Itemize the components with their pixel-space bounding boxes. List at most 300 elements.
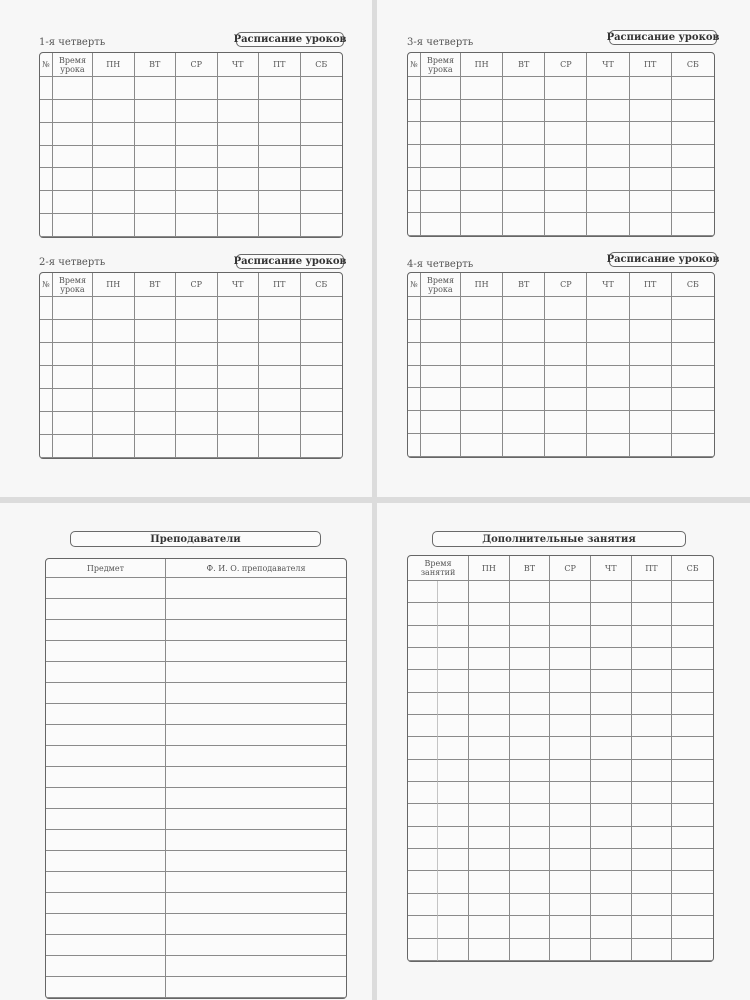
table-cell[interactable] (408, 411, 421, 434)
subject-cell[interactable] (46, 977, 166, 998)
table-cell[interactable] (259, 389, 301, 412)
table-cell[interactable] (176, 191, 218, 214)
table-cell[interactable] (469, 626, 510, 648)
table-cell[interactable] (461, 366, 503, 389)
table-cell[interactable] (469, 715, 510, 737)
table-cell[interactable] (591, 894, 632, 916)
table-cell[interactable] (632, 782, 673, 804)
table-cell[interactable] (632, 626, 673, 648)
table-cell[interactable] (587, 100, 629, 123)
table-cell[interactable] (545, 122, 587, 145)
table-cell[interactable] (503, 145, 545, 168)
table-cell[interactable] (421, 213, 461, 236)
table-cell[interactable] (40, 412, 53, 435)
teacher-name-cell[interactable] (166, 851, 346, 872)
table-cell[interactable] (545, 145, 587, 168)
table-cell[interactable] (587, 320, 629, 343)
table-cell[interactable] (587, 343, 629, 366)
table-cell[interactable] (408, 434, 421, 457)
table-cell[interactable] (421, 434, 461, 457)
table-cell[interactable] (135, 320, 177, 343)
teacher-name-cell[interactable] (166, 683, 346, 704)
table-cell[interactable] (93, 412, 135, 435)
table-cell[interactable] (510, 849, 551, 871)
subject-cell[interactable] (46, 956, 166, 977)
table-cell[interactable] (503, 434, 545, 457)
time-start-cell[interactable] (408, 804, 438, 826)
table-cell[interactable] (408, 297, 421, 320)
table-cell[interactable] (301, 343, 343, 366)
table-cell[interactable] (461, 297, 503, 320)
table-cell[interactable] (40, 77, 53, 100)
table-cell[interactable] (53, 100, 93, 123)
table-cell[interactable] (93, 343, 135, 366)
table-cell[interactable] (53, 191, 93, 214)
table-cell[interactable] (218, 435, 260, 458)
table-cell[interactable] (510, 626, 551, 648)
table-cell[interactable] (672, 168, 714, 191)
time-start-cell[interactable] (408, 581, 438, 603)
subject-cell[interactable] (46, 683, 166, 704)
table-cell[interactable] (591, 648, 632, 670)
table-cell[interactable] (503, 343, 545, 366)
table-cell[interactable] (630, 343, 672, 366)
time-end-cell[interactable] (438, 782, 469, 804)
table-cell[interactable] (587, 366, 629, 389)
table-cell[interactable] (503, 122, 545, 145)
table-cell[interactable] (259, 168, 301, 191)
table-cell[interactable] (632, 760, 673, 782)
table-cell[interactable] (421, 297, 461, 320)
time-start-cell[interactable] (408, 916, 438, 938)
table-cell[interactable] (40, 435, 53, 458)
table-cell[interactable] (550, 715, 591, 737)
table-cell[interactable] (510, 939, 551, 962)
table-cell[interactable] (301, 146, 343, 169)
table-cell[interactable] (461, 191, 503, 214)
table-cell[interactable] (672, 693, 713, 715)
table-cell[interactable] (259, 297, 301, 320)
table-cell[interactable] (545, 320, 587, 343)
table-cell[interactable] (408, 388, 421, 411)
table-cell[interactable] (510, 871, 551, 893)
table-cell[interactable] (53, 168, 93, 191)
table-cell[interactable] (301, 77, 343, 100)
table-cell[interactable] (672, 849, 713, 871)
table-cell[interactable] (550, 693, 591, 715)
table-cell[interactable] (550, 871, 591, 893)
table-cell[interactable] (421, 77, 461, 100)
table-cell[interactable] (176, 100, 218, 123)
teacher-name-cell[interactable] (166, 893, 346, 914)
table-cell[interactable] (632, 581, 673, 603)
table-cell[interactable] (550, 648, 591, 670)
table-cell[interactable] (301, 435, 343, 458)
teacher-name-cell[interactable] (166, 935, 346, 956)
teacher-name-cell[interactable] (166, 872, 346, 893)
table-cell[interactable] (469, 581, 510, 603)
teacher-name-cell[interactable] (166, 662, 346, 683)
table-cell[interactable] (40, 214, 53, 237)
table-cell[interactable] (587, 388, 629, 411)
table-cell[interactable] (408, 366, 421, 389)
table-cell[interactable] (53, 366, 93, 389)
time-end-cell[interactable] (438, 894, 469, 916)
table-cell[interactable] (550, 670, 591, 692)
table-cell[interactable] (259, 412, 301, 435)
table-cell[interactable] (672, 916, 713, 938)
table-cell[interactable] (469, 804, 510, 826)
table-cell[interactable] (93, 146, 135, 169)
table-cell[interactable] (503, 100, 545, 123)
table-cell[interactable] (40, 123, 53, 146)
table-cell[interactable] (503, 213, 545, 236)
teacher-name-cell[interactable] (166, 578, 346, 599)
table-cell[interactable] (461, 168, 503, 191)
subject-cell[interactable] (46, 662, 166, 683)
table-cell[interactable] (176, 77, 218, 100)
table-cell[interactable] (176, 343, 218, 366)
table-cell[interactable] (550, 626, 591, 648)
table-cell[interactable] (510, 760, 551, 782)
table-cell[interactable] (461, 434, 503, 457)
table-cell[interactable] (591, 804, 632, 826)
table-cell[interactable] (421, 168, 461, 191)
table-cell[interactable] (632, 916, 673, 938)
table-cell[interactable] (632, 849, 673, 871)
table-cell[interactable] (218, 214, 260, 237)
teacher-name-cell[interactable] (166, 788, 346, 809)
teacher-name-cell[interactable] (166, 914, 346, 935)
table-cell[interactable] (503, 297, 545, 320)
table-cell[interactable] (469, 693, 510, 715)
table-cell[interactable] (408, 122, 421, 145)
table-cell[interactable] (510, 916, 551, 938)
table-cell[interactable] (218, 100, 260, 123)
table-cell[interactable] (632, 603, 673, 625)
table-cell[interactable] (587, 411, 629, 434)
table-cell[interactable] (408, 343, 421, 366)
table-cell[interactable] (53, 389, 93, 412)
table-cell[interactable] (672, 782, 713, 804)
time-start-cell[interactable] (408, 670, 438, 692)
table-cell[interactable] (461, 100, 503, 123)
table-cell[interactable] (672, 648, 713, 670)
time-end-cell[interactable] (438, 804, 469, 826)
table-cell[interactable] (40, 100, 53, 123)
table-cell[interactable] (259, 320, 301, 343)
table-cell[interactable] (461, 77, 503, 100)
time-start-cell[interactable] (408, 849, 438, 871)
teacher-name-cell[interactable] (166, 956, 346, 977)
table-cell[interactable] (672, 737, 713, 759)
table-cell[interactable] (408, 191, 421, 214)
table-cell[interactable] (672, 411, 714, 434)
table-cell[interactable] (587, 191, 629, 214)
time-start-cell[interactable] (408, 782, 438, 804)
table-cell[interactable] (301, 389, 343, 412)
table-cell[interactable] (591, 916, 632, 938)
table-cell[interactable] (421, 343, 461, 366)
table-cell[interactable] (550, 827, 591, 849)
table-cell[interactable] (550, 760, 591, 782)
time-end-cell[interactable] (438, 737, 469, 759)
table-cell[interactable] (301, 320, 343, 343)
time-start-cell[interactable] (408, 648, 438, 670)
teacher-name-cell[interactable] (166, 746, 346, 767)
table-cell[interactable] (630, 77, 672, 100)
table-cell[interactable] (218, 320, 260, 343)
table-cell[interactable] (545, 434, 587, 457)
table-cell[interactable] (510, 603, 551, 625)
table-cell[interactable] (93, 435, 135, 458)
table-cell[interactable] (135, 123, 177, 146)
table-cell[interactable] (632, 648, 673, 670)
table-cell[interactable] (40, 146, 53, 169)
table-cell[interactable] (421, 191, 461, 214)
table-cell[interactable] (259, 366, 301, 389)
table-cell[interactable] (469, 670, 510, 692)
table-cell[interactable] (469, 782, 510, 804)
table-cell[interactable] (630, 297, 672, 320)
table-cell[interactable] (587, 145, 629, 168)
table-cell[interactable] (672, 388, 714, 411)
table-cell[interactable] (672, 827, 713, 849)
table-cell[interactable] (40, 191, 53, 214)
table-cell[interactable] (93, 366, 135, 389)
table-cell[interactable] (510, 737, 551, 759)
table-cell[interactable] (421, 100, 461, 123)
table-cell[interactable] (672, 715, 713, 737)
table-cell[interactable] (545, 366, 587, 389)
table-cell[interactable] (672, 100, 714, 123)
table-cell[interactable] (53, 146, 93, 169)
table-cell[interactable] (632, 871, 673, 893)
table-cell[interactable] (545, 411, 587, 434)
table-cell[interactable] (408, 100, 421, 123)
subject-cell[interactable] (46, 599, 166, 620)
table-cell[interactable] (672, 434, 714, 457)
table-cell[interactable] (301, 191, 343, 214)
table-cell[interactable] (550, 581, 591, 603)
table-cell[interactable] (259, 123, 301, 146)
table-cell[interactable] (461, 320, 503, 343)
table-cell[interactable] (135, 366, 177, 389)
table-cell[interactable] (587, 122, 629, 145)
table-cell[interactable] (53, 123, 93, 146)
table-cell[interactable] (93, 297, 135, 320)
table-cell[interactable] (630, 411, 672, 434)
time-end-cell[interactable] (438, 603, 469, 625)
table-cell[interactable] (591, 737, 632, 759)
table-cell[interactable] (301, 297, 343, 320)
table-cell[interactable] (632, 737, 673, 759)
table-cell[interactable] (408, 77, 421, 100)
table-cell[interactable] (40, 297, 53, 320)
table-cell[interactable] (53, 297, 93, 320)
table-cell[interactable] (503, 77, 545, 100)
time-end-cell[interactable] (438, 581, 469, 603)
table-cell[interactable] (259, 191, 301, 214)
table-cell[interactable] (469, 916, 510, 938)
table-cell[interactable] (632, 894, 673, 916)
table-cell[interactable] (40, 320, 53, 343)
table-cell[interactable] (408, 213, 421, 236)
table-cell[interactable] (218, 366, 260, 389)
table-cell[interactable] (176, 168, 218, 191)
table-cell[interactable] (672, 297, 714, 320)
time-end-cell[interactable] (438, 827, 469, 849)
table-cell[interactable] (672, 581, 713, 603)
table-cell[interactable] (53, 435, 93, 458)
table-cell[interactable] (630, 191, 672, 214)
table-cell[interactable] (545, 343, 587, 366)
table-cell[interactable] (176, 146, 218, 169)
table-cell[interactable] (545, 77, 587, 100)
table-cell[interactable] (550, 737, 591, 759)
table-cell[interactable] (421, 145, 461, 168)
subject-cell[interactable] (46, 935, 166, 956)
table-cell[interactable] (469, 894, 510, 916)
table-cell[interactable] (545, 297, 587, 320)
table-cell[interactable] (591, 603, 632, 625)
teacher-name-cell[interactable] (166, 830, 346, 851)
table-cell[interactable] (630, 145, 672, 168)
table-cell[interactable] (591, 939, 632, 962)
table-cell[interactable] (421, 388, 461, 411)
table-cell[interactable] (591, 626, 632, 648)
table-cell[interactable] (545, 213, 587, 236)
table-cell[interactable] (510, 648, 551, 670)
time-start-cell[interactable] (408, 894, 438, 916)
table-cell[interactable] (218, 297, 260, 320)
table-cell[interactable] (301, 366, 343, 389)
table-cell[interactable] (301, 214, 343, 237)
table-cell[interactable] (93, 191, 135, 214)
table-cell[interactable] (550, 603, 591, 625)
table-cell[interactable] (301, 123, 343, 146)
subject-cell[interactable] (46, 809, 166, 830)
time-end-cell[interactable] (438, 648, 469, 670)
table-cell[interactable] (135, 77, 177, 100)
subject-cell[interactable] (46, 788, 166, 809)
table-cell[interactable] (93, 77, 135, 100)
teacher-name-cell[interactable] (166, 977, 346, 998)
table-cell[interactable] (176, 389, 218, 412)
table-cell[interactable] (469, 648, 510, 670)
table-cell[interactable] (510, 693, 551, 715)
table-cell[interactable] (672, 191, 714, 214)
subject-cell[interactable] (46, 725, 166, 746)
table-cell[interactable] (503, 366, 545, 389)
table-cell[interactable] (40, 366, 53, 389)
teacher-name-cell[interactable] (166, 704, 346, 725)
time-start-cell[interactable] (408, 939, 438, 962)
time-end-cell[interactable] (438, 760, 469, 782)
subject-cell[interactable] (46, 830, 166, 851)
table-cell[interactable] (632, 827, 673, 849)
table-cell[interactable] (259, 77, 301, 100)
table-cell[interactable] (630, 168, 672, 191)
table-cell[interactable] (550, 804, 591, 826)
subject-cell[interactable] (46, 851, 166, 872)
table-cell[interactable] (550, 782, 591, 804)
table-cell[interactable] (469, 737, 510, 759)
table-cell[interactable] (93, 214, 135, 237)
table-cell[interactable] (630, 213, 672, 236)
table-cell[interactable] (510, 581, 551, 603)
table-cell[interactable] (93, 389, 135, 412)
table-cell[interactable] (176, 297, 218, 320)
table-cell[interactable] (503, 411, 545, 434)
table-cell[interactable] (591, 670, 632, 692)
table-cell[interactable] (591, 693, 632, 715)
table-cell[interactable] (630, 100, 672, 123)
table-cell[interactable] (587, 168, 629, 191)
table-cell[interactable] (135, 297, 177, 320)
table-cell[interactable] (510, 782, 551, 804)
table-cell[interactable] (135, 435, 177, 458)
table-cell[interactable] (259, 214, 301, 237)
table-cell[interactable] (259, 435, 301, 458)
table-cell[interactable] (135, 146, 177, 169)
table-cell[interactable] (135, 343, 177, 366)
subject-cell[interactable] (46, 704, 166, 725)
table-cell[interactable] (632, 939, 673, 962)
teacher-name-cell[interactable] (166, 725, 346, 746)
table-cell[interactable] (591, 760, 632, 782)
time-end-cell[interactable] (438, 693, 469, 715)
table-cell[interactable] (469, 849, 510, 871)
table-cell[interactable] (461, 388, 503, 411)
table-cell[interactable] (672, 320, 714, 343)
teacher-name-cell[interactable] (166, 620, 346, 641)
table-cell[interactable] (672, 670, 713, 692)
time-end-cell[interactable] (438, 715, 469, 737)
table-cell[interactable] (461, 411, 503, 434)
subject-cell[interactable] (46, 767, 166, 788)
table-cell[interactable] (550, 894, 591, 916)
table-cell[interactable] (53, 320, 93, 343)
table-cell[interactable] (135, 100, 177, 123)
table-cell[interactable] (672, 145, 714, 168)
table-cell[interactable] (135, 168, 177, 191)
table-cell[interactable] (672, 626, 713, 648)
table-cell[interactable] (672, 871, 713, 893)
table-cell[interactable] (218, 146, 260, 169)
time-end-cell[interactable] (438, 939, 469, 962)
table-cell[interactable] (591, 849, 632, 871)
table-cell[interactable] (469, 871, 510, 893)
table-cell[interactable] (545, 100, 587, 123)
table-cell[interactable] (93, 100, 135, 123)
table-cell[interactable] (510, 804, 551, 826)
table-cell[interactable] (135, 412, 177, 435)
table-cell[interactable] (672, 213, 714, 236)
table-cell[interactable] (93, 168, 135, 191)
table-cell[interactable] (672, 760, 713, 782)
table-cell[interactable] (461, 213, 503, 236)
table-cell[interactable] (469, 603, 510, 625)
table-cell[interactable] (587, 297, 629, 320)
table-cell[interactable] (672, 122, 714, 145)
table-cell[interactable] (53, 214, 93, 237)
table-cell[interactable] (630, 122, 672, 145)
table-cell[interactable] (510, 827, 551, 849)
table-cell[interactable] (632, 804, 673, 826)
table-cell[interactable] (503, 320, 545, 343)
table-cell[interactable] (40, 389, 53, 412)
